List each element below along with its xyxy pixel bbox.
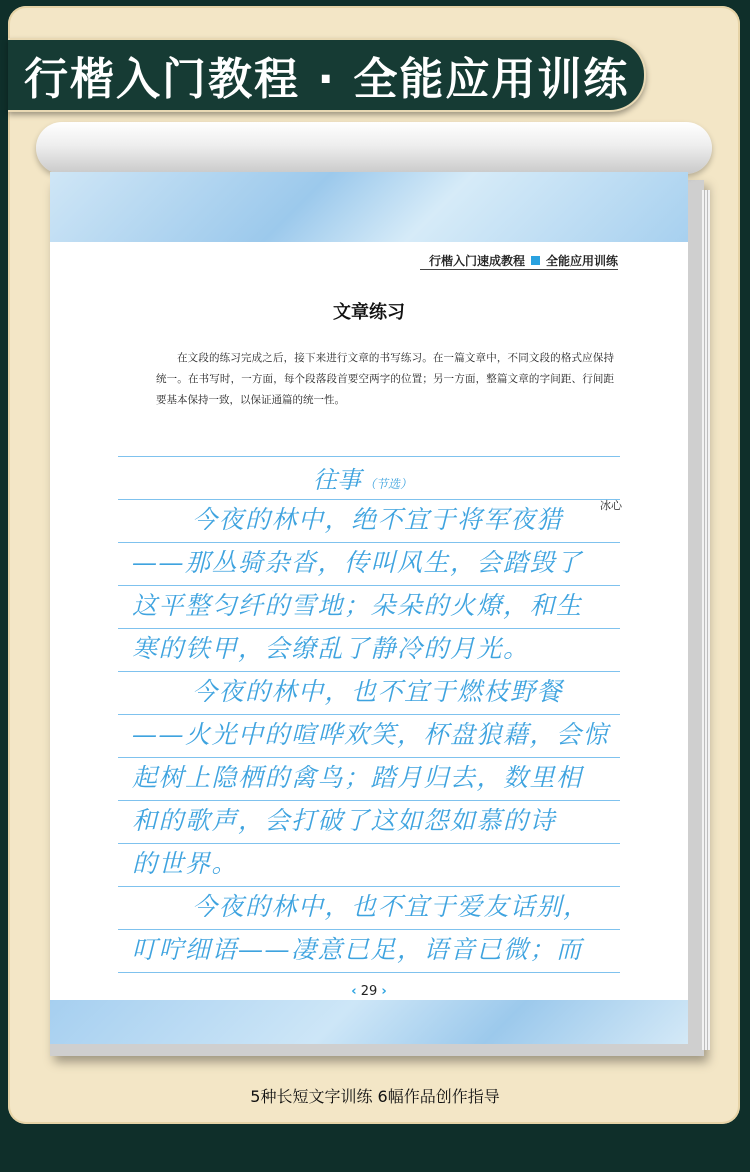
header-book-title: 行楷入门速成教程 <box>428 254 525 268</box>
poem-line: 今夜的林中，也不宜于燃枝野餐 <box>192 677 564 706</box>
poem-line: 今夜的林中，绝不宜于将军夜猎 <box>192 505 564 534</box>
page-arrow-right-icon: › <box>381 984 387 999</box>
practice-line <box>118 715 620 758</box>
page-number <box>50 984 688 999</box>
practice-line <box>118 500 620 543</box>
practice-line <box>118 543 620 586</box>
page-title: 文章练习 <box>333 302 405 323</box>
poem-title <box>313 460 412 495</box>
page-number-value: 29 <box>360 984 378 999</box>
poem-line: 这平整匀纤的雪地；朵朵的火燎，和生 <box>132 591 583 620</box>
header-rule <box>420 269 618 270</box>
header-section: 全能应用训练 <box>545 254 618 268</box>
caption: 5种长短文字训练 6幅作品创作指导 <box>250 1087 500 1106</box>
practice-line <box>118 930 620 973</box>
practice-line <box>118 586 620 629</box>
practice-lines <box>118 456 620 973</box>
notebook-binding-roll <box>36 122 712 174</box>
page-running-header <box>429 252 618 269</box>
poem-subtitle: （节选） <box>364 477 413 491</box>
poem-author: 冰心 <box>600 499 622 512</box>
poem-line: ——火光中的喧哗欢笑，杯盘狼藉，会惊 <box>132 720 610 749</box>
practice-line <box>118 629 620 672</box>
notebook-page <box>50 172 688 1044</box>
banner-title: 行楷入门教程 · 全能应用训练 <box>24 54 630 105</box>
header-square-icon <box>531 256 540 265</box>
poem-line: 寒的铁甲，会缭乱了静冷的月光。 <box>132 634 530 663</box>
title-banner <box>8 38 646 112</box>
practice-line <box>118 801 620 844</box>
practice-line <box>118 844 620 887</box>
poem-line: ——那丛骑杂沓，传叫风生，会踏毁了 <box>132 548 583 577</box>
page-bottom-decoration <box>50 1000 688 1044</box>
intro-paragraph: 在文段的练习完成之后，接下来进行文章的书写练习。在一篇文章中，不同文段的格式应保持统一。在书写时，一方面，每个段落段首要空两字的位置；另一方面，整篇文章的字间距、行间距要基本保持一致，以保证通篇的统一性。 <box>156 352 614 406</box>
poem-line: 的世界。 <box>132 849 239 878</box>
practice-line <box>118 887 620 930</box>
poem-line: 起树上隐栖的禽鸟；踏月归去，数里相 <box>132 763 583 792</box>
poem-title-text: 往事 <box>313 466 361 494</box>
poem-title-line <box>118 456 622 512</box>
poem-line: 和的歌声，会打破了这如怨如慕的诗 <box>132 806 557 835</box>
page-arrow-left-icon: ‹ <box>351 984 357 999</box>
practice-line <box>118 672 620 715</box>
poem-line: 今夜的林中，也不宜于爱友话别， <box>192 892 590 921</box>
page-top-decoration <box>50 172 688 242</box>
poem-line: 叮咛细语——凄意已足，语音已微；而 <box>132 935 583 964</box>
practice-line <box>118 758 620 801</box>
